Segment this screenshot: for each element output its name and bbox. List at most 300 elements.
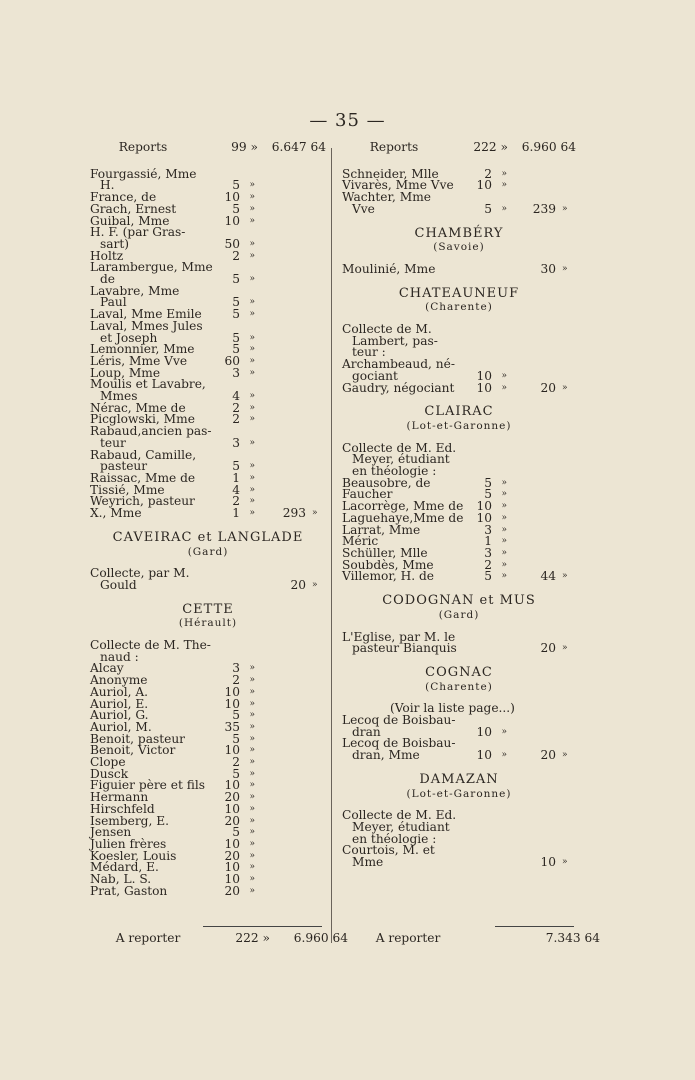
entry-amount: 5 [232, 201, 240, 216]
entry-amount-mark: » [249, 792, 255, 803]
entry-amount: 10 [224, 684, 240, 699]
entry-amount-mark: » [249, 472, 255, 483]
entry-amount-mark: » [249, 850, 255, 861]
section-title: COGNAC [425, 664, 493, 680]
section-title: CAVEIRAC et LANGLADE [112, 529, 304, 545]
ledger-entry [90, 508, 326, 520]
entry-amount: 2 [232, 248, 240, 263]
entry-name-line: Grach, Ernest [90, 201, 177, 216]
entry-amount-mark: » [249, 803, 255, 814]
entry-amount: 20 [224, 790, 240, 805]
entry-name-line: Figuier père et fils [90, 778, 206, 793]
ledger-entry [90, 318, 326, 345]
ledger-entry [90, 640, 326, 663]
entry-amount-mark: » [249, 675, 255, 686]
entry-amount-mark: » [249, 437, 255, 448]
entry-amount-mark: » [249, 215, 255, 226]
entry-subtotal: 20 [290, 577, 306, 592]
entry-amount: 10 [476, 380, 492, 395]
entry-subtotal-mark: » [562, 571, 568, 582]
entry-amount-mark: » [249, 332, 255, 343]
entry-name-line: gociant [352, 368, 398, 383]
entry-amount-mark: » [249, 180, 255, 191]
entry-name-line: Vivarès, Mme Vve [342, 178, 454, 193]
entry-name-line: X., Mme [90, 506, 142, 521]
entry-amount: 1 [232, 506, 240, 521]
entry-subtotal: 20 [540, 748, 556, 763]
entry-name-line: Larambergue, Mme [90, 260, 213, 275]
entry-name-line: Courtois, M. et [342, 843, 435, 858]
ledger-entry [90, 379, 326, 402]
entry-amount: 2 [232, 673, 240, 688]
entry-amount-mark: » [249, 663, 255, 674]
entry-name [342, 629, 464, 656]
entry-name-line: Larrat, Mme [342, 522, 421, 537]
entry-amount: 5 [484, 569, 492, 584]
entry-amount-mark: » [249, 402, 255, 413]
section-title: DAMAZAN [419, 771, 499, 787]
entry-subtotal: 239 [532, 201, 556, 216]
entry-amount-mark: » [501, 524, 507, 535]
entry-name-line: Wachter, Mme [342, 190, 431, 205]
entry-subtotal-mark: » [312, 579, 318, 590]
entry-name-line: Médard, E. [90, 860, 159, 875]
ledger-entry [342, 261, 576, 276]
entry-name-line: Weyrich, pasteur [90, 494, 195, 509]
entry-amount-mark: » [249, 745, 255, 756]
entry-amount: 5 [232, 272, 240, 287]
footer-qty: 222 » [235, 931, 270, 945]
entry-amount: 3 [484, 522, 492, 537]
entry-amount-mark: » [249, 250, 255, 261]
footer-rule-left [203, 926, 322, 927]
entry-amount-mark: » [249, 757, 255, 768]
section-region: (Gard) [438, 608, 480, 621]
footer-rule-right [495, 926, 574, 927]
entry-amount: 5 [484, 201, 492, 216]
entry-name-line: et Joseph [100, 330, 158, 345]
entry-amount: 4 [232, 482, 240, 497]
entry-name [90, 508, 212, 520]
ledger-entry [342, 629, 576, 656]
entry-amount-mark: » [501, 180, 507, 191]
entry-subtotal-mark: » [312, 508, 318, 519]
entry-amount-mark: » [249, 274, 255, 285]
entry-amount: 3 [232, 661, 240, 676]
entry-name-line: Nérac, Mme de [90, 400, 186, 415]
entry-amount-mark: » [249, 733, 255, 744]
entry-name-line: Moulinié, Mme [342, 261, 436, 276]
entry-name-line: Koesler, Louis [90, 848, 177, 863]
entry-name [342, 380, 464, 395]
footer-label: A reporter [115, 931, 181, 945]
entry-amount-mark: » [249, 484, 255, 495]
reports-carry-forward [90, 142, 326, 154]
entry-name [90, 426, 212, 449]
entry-amount-mark: » [501, 501, 507, 512]
entry-name-line: en théologie : [352, 831, 437, 846]
entry-amount-mark: » [249, 344, 255, 355]
entry-name-line: Lecoq de Boisbau- [342, 736, 456, 751]
entry-amount-mark: » [501, 477, 507, 488]
section-region: (Charente) [425, 301, 493, 314]
entry-name-line: Holtz [90, 248, 124, 263]
entry-amount-mark: » [249, 698, 255, 709]
entry-amount: 35 [224, 719, 240, 734]
entry-name-line: Collecte de M. Ed. [342, 808, 457, 823]
entry-amount: 10 [476, 499, 492, 514]
ledger-entry [342, 715, 576, 738]
entry-name [90, 318, 212, 345]
entry-name-line: Raissac, Mme de [90, 470, 196, 485]
entry-amount: 1 [232, 470, 240, 485]
entry-name [342, 571, 464, 583]
entry-name-line: Fourgassié, Mme [90, 166, 197, 181]
entry-amount: 5 [232, 178, 240, 193]
entry-name [90, 379, 212, 402]
ledger-entry [342, 440, 576, 479]
entry-subtotal-mark: » [562, 643, 568, 654]
entry-subtotal: 44 [540, 569, 556, 584]
entry-amount: 2 [484, 166, 492, 181]
entry-subtotal: 30 [540, 261, 556, 276]
entry-amount: 10 [224, 696, 240, 711]
ledger-entry [342, 324, 576, 359]
entry-name [342, 324, 464, 359]
entry-amount-mark: » [249, 309, 255, 320]
footer-label: A reporter [375, 931, 441, 945]
entry-name-line: teur [100, 435, 126, 450]
entry-amount: 5 [232, 766, 240, 781]
entry-amount: 10 [224, 801, 240, 816]
entry-name [342, 440, 464, 479]
reports-total: 6.647 64 [271, 140, 326, 154]
entry-amount-mark: » [249, 461, 255, 472]
entry-amount-mark: » [249, 862, 255, 873]
reports-carry-forward [342, 142, 576, 154]
entry-amount: 10 [224, 778, 240, 793]
entry-amount: 10 [224, 743, 240, 758]
left-column [90, 142, 326, 897]
entry-name-line: Anonyme [90, 673, 148, 688]
entry-name-line: Auriol, E. [90, 696, 149, 711]
entry-name [90, 640, 212, 663]
entry-amount: 5 [232, 342, 240, 357]
entry-name-line: Vve [352, 201, 375, 216]
entry-name-line: Collecte, par M. [90, 566, 190, 581]
ledger-entry [90, 227, 326, 250]
entry-name-line: Auriol, M. [90, 719, 152, 734]
entry-name-line: France, de [90, 190, 157, 205]
entry-amount: 3 [232, 365, 240, 380]
entry-amount: 10 [476, 368, 492, 383]
entry-subtotal-mark: » [562, 750, 568, 761]
entry-subtotal-mark: » [562, 857, 568, 868]
entry-amount-mark: » [501, 726, 507, 737]
entry-name [342, 359, 464, 382]
page-number: — 35 — [309, 110, 386, 131]
entry-amount-mark: » [249, 414, 255, 425]
right-column [342, 142, 576, 869]
entry-name-line: Jensen [90, 825, 132, 840]
reports-qty: 222 » [473, 140, 508, 154]
entry-name [342, 845, 464, 868]
entry-amount-mark: » [249, 815, 255, 826]
column-divider [331, 148, 332, 943]
entry-subtotal-mark: » [562, 203, 568, 214]
entry-subtotal-mark: » [562, 263, 568, 274]
entry-name-line: Alcay [90, 661, 124, 676]
entry-subtotal: 10 [540, 855, 556, 870]
entry-amount: 2 [484, 557, 492, 572]
entry-amount: 10 [224, 872, 240, 887]
footer-right [348, 931, 600, 945]
entry-name-line: Collecte de M. Ed. [342, 440, 457, 455]
entry-name-line: Hermann [90, 790, 149, 805]
entry-name-line: L'Eglise, par M. le [342, 629, 456, 644]
entry-amount-mark: » [249, 297, 255, 308]
entry-name [90, 166, 212, 193]
ledger-entry [342, 192, 576, 215]
entry-amount: 5 [232, 459, 240, 474]
entry-name [90, 227, 212, 250]
entry-name-line: Moulis et Lavabre, [90, 377, 206, 392]
entry-amount-mark: » [249, 355, 255, 366]
entry-subtotal: 293 [282, 506, 306, 521]
entry-amount: 5 [232, 731, 240, 746]
section-title: CLAIRAC [424, 404, 494, 420]
entry-amount-mark: » [501, 382, 507, 393]
entry-name-line: Prat, Gaston [90, 883, 168, 898]
entry-name-line: Schneider, Mlle [342, 166, 439, 181]
entry-amount-mark: » [249, 367, 255, 378]
footer-left [88, 931, 348, 945]
section-region: (Lot-et-Garonne) [406, 787, 512, 800]
ledger-entry [90, 166, 326, 193]
entry-amount-mark: » [249, 508, 255, 519]
section-region: (Charente) [425, 680, 493, 693]
entry-name-line: Collecte de M. The- [90, 638, 211, 653]
entry-name-line: Faucher [342, 487, 393, 502]
ledger-entry [342, 738, 576, 761]
section-title: CHAMBÉRY [414, 225, 504, 241]
entry-name-line: Gaudry, négociant [342, 380, 455, 395]
entry-name [342, 810, 464, 845]
entry-amount: 10 [224, 836, 240, 851]
entry-name-line: Clope [90, 755, 126, 770]
entry-subtotal-mark: » [562, 382, 568, 393]
entry-amount-mark: » [249, 238, 255, 249]
entry-amount-mark: » [249, 885, 255, 896]
entry-amount: 10 [476, 724, 492, 739]
entry-amount-mark: » [249, 827, 255, 838]
section-region: (Savoie) [433, 241, 485, 254]
entry-name-line: Gould [100, 577, 137, 592]
entry-amount: 20 [224, 813, 240, 828]
ledger-entry [90, 262, 326, 285]
entry-amount: 5 [484, 475, 492, 490]
entry-name-line: dran [352, 724, 381, 739]
ledger-entry [342, 380, 576, 395]
entry-name-line: pasteur Bianquis [352, 641, 457, 656]
reports-label: Reports [369, 140, 419, 154]
reports-label: Reports [118, 140, 168, 154]
ledger-entry [90, 447, 326, 474]
entry-name-line: Lacorrège, Mme de [342, 499, 464, 514]
entry-name [342, 192, 464, 215]
entry-name-line: Isemberg, E. [90, 813, 169, 828]
entry-name-line: Schüller, Mlle [342, 545, 428, 560]
entry-name-line: Collecte de M. [342, 322, 432, 337]
entry-amount-mark: » [249, 192, 255, 203]
entry-name-line: dran, Mme [352, 748, 420, 763]
entry-name-line: Tissié, Mme [90, 482, 165, 497]
ledger-entry [342, 571, 576, 583]
entry-amount: 5 [484, 487, 492, 502]
entry-name-line: Méric [342, 534, 379, 549]
entry-name-line: Villemor, H. de [342, 569, 435, 584]
section-title: CHATEAUNEUF [398, 285, 520, 301]
entry-amount-mark: » [249, 838, 255, 849]
entry-amount-mark: » [501, 536, 507, 547]
section-title: CODOGNAN et MUS [382, 593, 536, 609]
entry-amount-mark: » [501, 489, 507, 500]
entry-amount: 2 [232, 400, 240, 415]
footer-total: 6.960 64 [293, 931, 348, 945]
entry-name [342, 261, 464, 276]
entry-amount-mark: » [249, 780, 255, 791]
entry-amount: 10 [224, 190, 240, 205]
entry-amount: 5 [232, 708, 240, 723]
entry-amount: 5 [232, 295, 240, 310]
entry-name [90, 883, 212, 898]
reports-total: 6.960 64 [521, 140, 576, 154]
entry-name-line: Laval, Mme Emile [90, 307, 202, 322]
entry-name-line: Guibal, Mme [90, 213, 170, 228]
entry-name [90, 262, 212, 285]
entry-amount-mark: » [249, 874, 255, 885]
entry-name-line: H. [100, 178, 115, 193]
entry-amount: 20 [224, 848, 240, 863]
entry-amount: 5 [232, 825, 240, 840]
entry-name-line: Julien frères [90, 836, 167, 851]
entry-name-line: Lambert, pas- [352, 333, 438, 348]
entry-amount-mark: » [501, 547, 507, 558]
entry-name-line: naud : [100, 649, 139, 664]
entry-amount: 10 [476, 748, 492, 763]
ledger-entry [90, 426, 326, 449]
entry-name-line: en théologie : [352, 464, 437, 479]
entry-amount-mark: » [249, 686, 255, 697]
entry-amount: 10 [476, 178, 492, 193]
entry-amount-mark: » [501, 750, 507, 761]
entry-amount-mark: » [249, 203, 255, 214]
entry-amount: 10 [224, 860, 240, 875]
entry-amount: 2 [232, 494, 240, 509]
entry-name-line: Auriol, G. [90, 708, 149, 723]
entry-name-line: Lavabre, Mme [90, 283, 180, 298]
reports-qty: 99 » [231, 140, 258, 154]
footer-total: 7.343 64 [545, 931, 600, 945]
section-title: CETTE [182, 601, 234, 617]
entry-name-line: Loup, Mme [90, 365, 161, 380]
entry-name-line: Soubdès, Mme [342, 557, 434, 572]
entry-amount-mark: » [501, 370, 507, 381]
entry-name [342, 738, 464, 761]
entry-amount: 10 [476, 510, 492, 525]
entry-amount-mark: » [249, 721, 255, 732]
entry-name-line: Benoit, Victor [90, 743, 176, 758]
entry-name-line: Laval, Mmes Jules [90, 318, 203, 333]
entry-name [90, 568, 212, 591]
entry-amount: 20 [224, 883, 240, 898]
section-region: (Lot-et-Garonne) [406, 419, 512, 432]
entry-amount: 1 [484, 534, 492, 549]
entry-name-line: Meyer, étudiant [352, 452, 450, 467]
ledger-entry [90, 568, 326, 591]
entry-amount: 50 [224, 236, 240, 251]
entry-name-line: Nab, L. S. [90, 872, 152, 887]
entry-amount: 60 [224, 353, 240, 368]
entry-amount: 4 [232, 389, 240, 404]
entry-name-line: Meyer, étudiant [352, 819, 450, 834]
ledger-entry [90, 283, 326, 310]
entry-name-line: Rabaud,ancien pas- [90, 424, 212, 439]
entry-name-line: Rabaud, Camille, [90, 447, 197, 462]
ledger-entry [90, 883, 326, 898]
entry-name-line: Mme [352, 855, 384, 870]
entry-amount: 10 [224, 213, 240, 228]
entry-name [90, 447, 212, 474]
entry-amount-mark: » [249, 768, 255, 779]
entry-amount-mark: » [249, 496, 255, 507]
entry-name-line: Léris, Mme Vve [90, 353, 188, 368]
entry-name-line: Hirschfeld [90, 801, 155, 816]
entry-name-line: Benoit, pasteur [90, 731, 186, 746]
entry-amount-mark: » [249, 710, 255, 721]
entry-name-line: Paul [100, 295, 127, 310]
entry-name [342, 715, 464, 738]
entry-amount: 5 [232, 307, 240, 322]
entry-amount-mark: » [501, 559, 507, 570]
entry-name-line: Lecoq de Boisbau- [342, 713, 456, 728]
section-note: (Voir la liste page...) [390, 701, 515, 716]
entry-name-line: pasteur [100, 459, 148, 474]
entry-name [90, 283, 212, 310]
entry-name-line: Archambeaud, né- [342, 357, 455, 372]
entry-name-line: Lemonnier, Mme [90, 342, 195, 357]
section-region: (Gard) [187, 545, 229, 558]
entry-name-line: Picglowski, Mme [90, 412, 195, 427]
entry-name-line: sart) [100, 236, 129, 251]
entry-name-line: de [100, 272, 116, 287]
entry-amount-mark: » [501, 571, 507, 582]
entry-subtotal: 20 [540, 641, 556, 656]
ledger-entry [342, 359, 576, 382]
entry-amount-mark: » [501, 168, 507, 179]
entry-amount: 3 [232, 435, 240, 450]
entry-amount: 5 [232, 330, 240, 345]
ledger-entry [342, 810, 576, 845]
entry-amount: 2 [232, 412, 240, 427]
entry-name-line: teur : [352, 345, 386, 360]
entry-amount-mark: » [501, 512, 507, 523]
entry-name-line: Dusck [90, 766, 129, 781]
entry-name-line: H. F. (par Gras- [90, 225, 186, 240]
entry-name-line: Auriol, A. [90, 684, 149, 699]
section-region: (Hérault) [178, 617, 238, 630]
entry-name-line: Laguehaye,Mme de [342, 510, 464, 525]
